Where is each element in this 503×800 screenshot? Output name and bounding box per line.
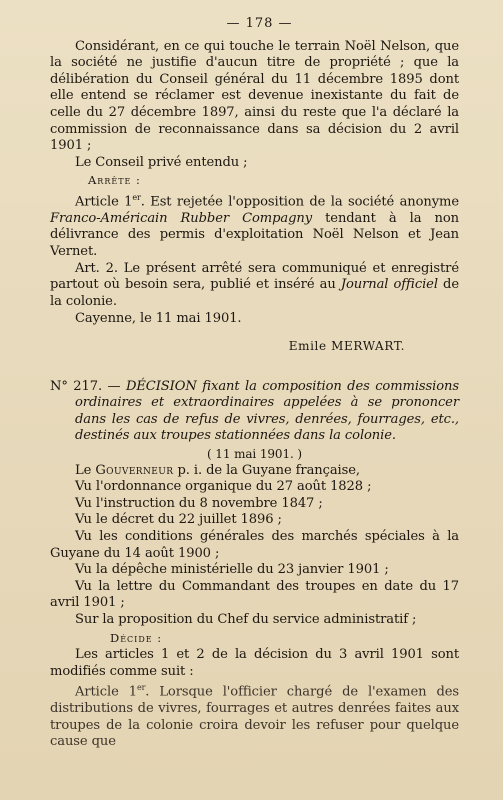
considerant-paragraph: Considérant, en ce qui touche le terrain Noël Nelson, que la société ne justifie d'aucun titre de propriété ; que la délibération du Conseil général du 11 décembre 1895 dont elle entend se réclamer est devenue inexistante du fait de celle du 27 décembre 1897, ainsi du reste que l'a déclaré la commission de reconnaissance dans sa décision du 2 avril 1901 ; [50,38,459,154]
company-name: Franco-Américain Rubber Compagny [50,210,313,226]
article-2-text-b: de la colonie. [50,277,459,309]
governor-line [50,463,459,480]
article-2-text-a: Art. 2. Le présent arrêté sera communiqué et enregistré partout où besoin sera, publié et inséré au [50,260,459,293]
journal-name: Journal officiel [340,277,438,293]
article-1-text-b: tendant à la non délivrance des permis d'exploitation Noël Nelson et Jean Vernet. [50,210,459,260]
vu-ordonnance: Vu l'ordonnance organique du 27 août 1828 ; [75,479,372,495]
article-1-paragraph [50,190,459,261]
vu-conditions: Vu les conditions générales des marchés spéciales à la Guyane du 14 août 1900 ; [50,528,459,561]
section-gap [50,355,459,379]
governor-title: Gouverneur [95,462,174,478]
articles-modified: Les articles 1 et 2 de la décision du 3 avril 1901 sont modifiés comme suit : [50,647,459,679]
conseil-paragraph: Le Conseil privé entendu ; [75,154,248,170]
decision-title [50,379,459,445]
sur-proposition: Sur la proposition du Chef du service administratif ; [75,611,417,627]
article-1-label: Article 1 [75,194,133,210]
final-article-paragraph [50,680,459,751]
final-article-label: Article 1 [75,684,137,700]
decision-number: N° 217. — [50,378,126,394]
governor-suffix: p. i. de la Guyane française, [173,462,360,478]
arrete-heading: Arrête : [88,173,141,188]
page-number: — 178 — [226,16,293,31]
article-2-paragraph [50,261,459,311]
vu-decret: Vu le décret du 22 juillet 1896 ; [75,512,282,528]
decision-title-text: DÉCISION fixant la composition des commissions ordinaires et extraordinaires appelées à se prononcer dans les cas de refus de vivres, denrées, fourrages, etc., destinés aux troupes stationnées dans la colonie. [75,378,459,444]
decide-heading: Décide : [110,630,163,645]
article-1-text-a: . Est rejetée l'opposition de la société anonyme [140,194,459,210]
article-1-sup: er [132,192,141,202]
governor-prefix: Le [75,462,96,478]
final-article-text: . Lorsque l'officier chargé de l'examen des distributions de vivres, fourrages et autres denrées faites aux troupes de la colonie croira devoir les refuser pour quelque cause que [50,684,459,750]
vu-instruction: Vu l'instruction du 8 novembre 1847 ; [75,495,323,511]
vu-depeche: Vu la dépêche ministérielle du 23 janvier 1901 ; [75,562,389,578]
final-article-sup: er [136,683,146,693]
vu-lettre: Vu la lettre du Commandant des troupes en date du 17 avril 1901 ; [50,578,459,611]
signature: Emile MERWART. [288,339,405,354]
decision-date: ( 11 mai 1901. ) [206,447,302,462]
place-date: Cayenne, le 11 mai 1901. [75,311,242,327]
